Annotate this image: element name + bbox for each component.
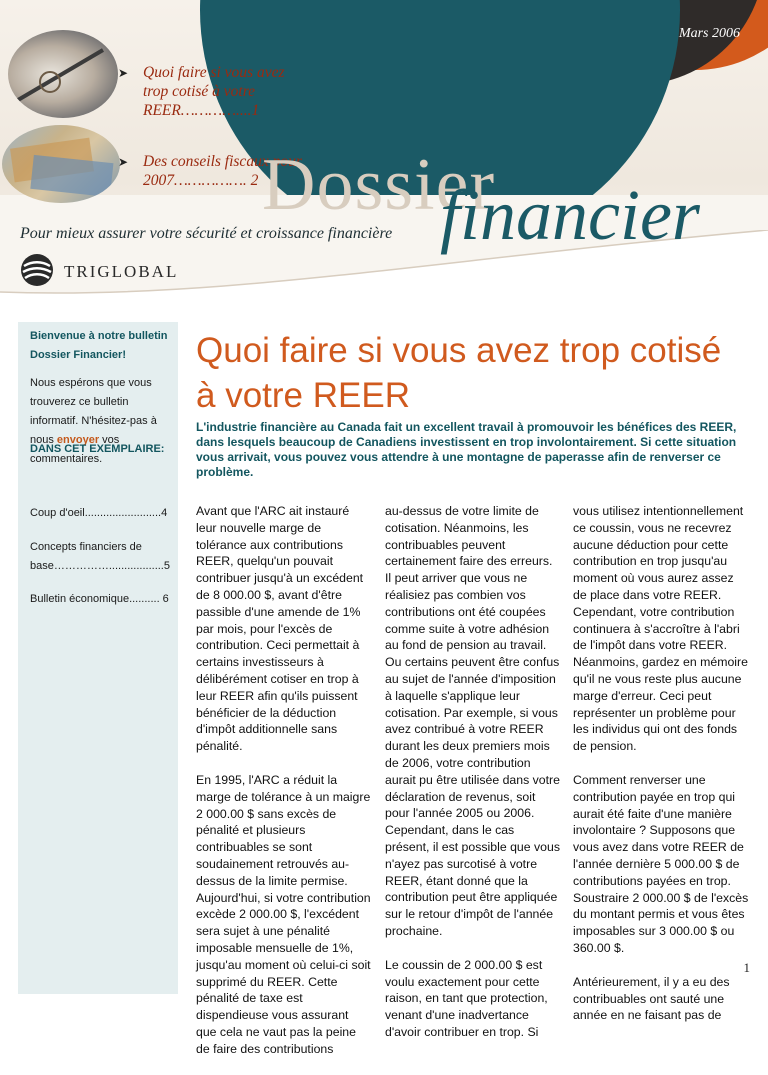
paragraph: au-dessus de votre limite de cotisation. Néanmoins, les contribuables peuvent certainement faire des erreurs. Il peut arriver que vous ne réalisiez pas combien vos contributions ont été coupées comme suite à votre adhésion au fond de pension au travail. Ou certains peuvent être confus au sujet de l'année d'imposition à laquelle s'applique leur cotisation. Par exemple, si vous avez contribué à votre REER durant les deux premiers mois de 2006, votre contribution aurait pu être utilisée dans votre déclaration de revenus, soit pour l'année 2005 ou 2006. Cependant, dans le cas présent, il est possible que vous n'ayez pas surcotisé à votre REER, étant donné que la contribution peut être appliquée sur le retour d'impôt de l'année prochaine. (385, 504, 560, 938)
sidebar (18, 322, 178, 994)
pen-icon (8, 30, 118, 118)
toc-bullet-arrow-icon: ➤ (118, 66, 129, 80)
issue-date: Mars 2006 (678, 26, 740, 41)
toc-bullet-arrow-icon: ➤ (118, 155, 129, 169)
page-number: 1 (743, 960, 750, 975)
wordmark-dossier: Dossier (262, 144, 496, 226)
sidebar-intro-text-end: vos commentaires. (30, 434, 120, 465)
article-column-3 (573, 503, 749, 1041)
article-column-1 (196, 503, 372, 1075)
logo-wordmark: TRIGLOBAL (64, 262, 179, 281)
masthead (0, 0, 768, 300)
contents-heading: DANS CET EXEMPLAIRE: (30, 443, 165, 455)
contents-item-concepts[interactable]: Concepts financiers de base……………..................5 (30, 541, 170, 572)
triglobal-logo-icon (20, 253, 54, 287)
paragraph: Comment renverser une contribution payée en trop qui aurait été faite d'une manière involontaire ? Supposons que vous avez dans votre REER de l'année dernière 5 000.00 $ de contributions payées en trop. Soustraire 2 000.00 $ de l'excès du montant permis et vous êtes imposables sur 3 000.00 $ ou 360.00 $. (573, 772, 749, 955)
sidebar-welcome: Bienvenue à notre bulletin Dossier Financier! (30, 330, 168, 361)
sidebar-intro-text: Nous espérons que vous trouverez ce bulletin informatif. N'hésitez-pas à nous (30, 377, 157, 446)
paragraph: Avant que l'ARC ait instauré leur nouvelle marge de tolérance aux contributions REER, quelqu'un pouvait contribuer jusqu'à un excédent de 8 000.00 $, avant d'être passible d'une amende de 1% par mois, pour l'excès de contribution. Ceci permettait à certains investisseurs à délibérément cotiser en trop à leur REER afin qu'ils puissent bénéficier de la déduction d'impôt additionnelle sans pénalité. (196, 504, 364, 754)
toc-item-overcontribution[interactable]: Quoi faire si vous avez trop cotisé à votre REER…………....1 (143, 64, 285, 119)
paragraph: vous utilisez intentionnellement ce coussin, vous ne recevrez aucune déduction pour cette contribution en trop jusqu'au moment où vous aurez assez de place dans votre REER. Cependant, votre contribution continuera à s'accroître à l'abri de l'impôt dans votre REER. Néanmoins, gardez en mémoire qu'il ne vous reste plus aucune marge d'erreur. Ceci peut représenter un problème pour les individus qui ont des fonds de pension. (573, 504, 748, 754)
article-lead: L'industrie financière au Canada fait un excellent travail à promouvoir les bénéfices des REER, dans lesquels beaucoup de Canadiens investissent en trop involontairement. Si cette situation vous arrivait, vous pouvez vous attendre à une montagne de paperasse afin de renverser ce problème. (196, 420, 737, 479)
send-comments-link[interactable]: envoyer (56, 434, 100, 446)
contents-item-bulletin[interactable]: Bulletin économique.......... 6 (30, 593, 169, 605)
toc-item-tax-tips[interactable]: Des conseils fiscaux pour 2007……………. 2 (143, 153, 302, 189)
paragraph: Le coussin de 2 000.00 $ est voulu exactement pour cette raison, en tant que protection, venant d'une inadvertance d'avoir contribuer en trop. Si (385, 957, 548, 1039)
wordmark-financier: financier (440, 175, 700, 255)
banknotes-photo-thumbnail (2, 125, 120, 203)
paragraph: En 1995, l'ARC a réduit la marge de tolérance à un maigre 2 000.00 $ sans excès de pénalité et plusieurs contribuables se sont soudainement retrouvés au-dessus de la limite permise. Aujourd'hui, si votre contribution excède 2 000.00 $, l'excédent sera sujet à une pénalité imposable mensuelle de 1%, jusqu'au moment où celui-ci soit supprimé du REER. Cette pénalité de taxe est dispendieuse vous assurant que cela ne vaut pas la peine de faire des contributions (196, 772, 371, 1056)
contents-item-coup-doeil[interactable]: Coup d'oeil.........................4 (30, 507, 168, 519)
paragraph: Antérieurement, il y a eu des contribuables ont sauté une année en ne faisant pas de (573, 974, 730, 1023)
article-column-2 (385, 503, 561, 1058)
article-title: Quoi faire si vous avez trop cotisé à votre REER (196, 331, 722, 415)
banknote-icon (2, 125, 120, 203)
tagline: Pour mieux assurer votre sécurité et croissance financière (20, 225, 393, 242)
pen-photo-thumbnail (8, 30, 118, 118)
